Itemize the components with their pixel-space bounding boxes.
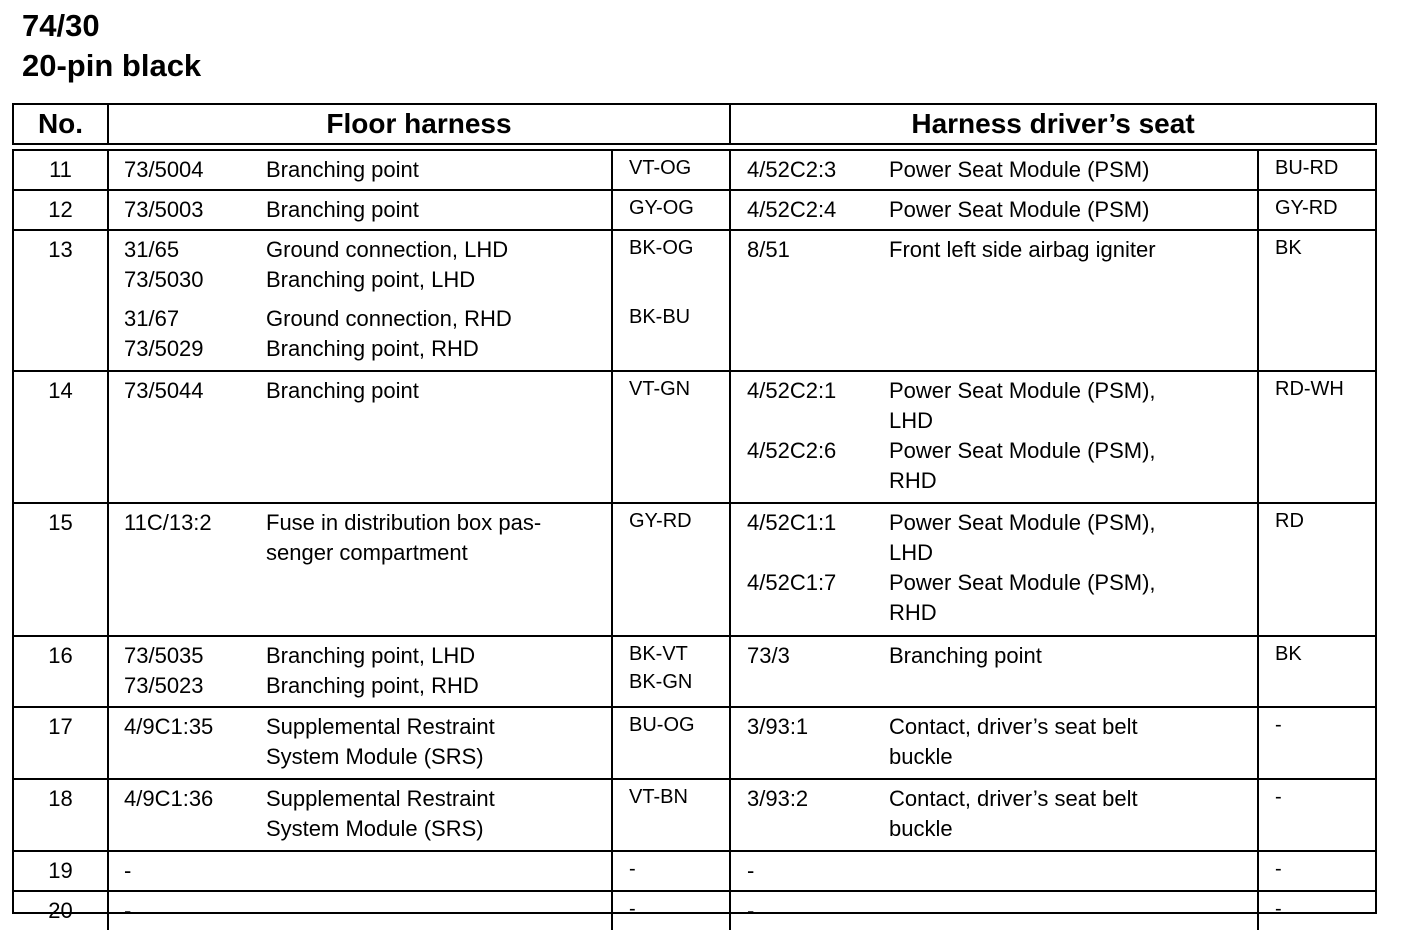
pin-number: 19: [48, 858, 73, 883]
seat-wire-color: [1275, 855, 1282, 883]
column-divider: [107, 151, 109, 189]
column-divider: [1257, 372, 1259, 502]
column-divider: [1257, 151, 1259, 189]
wire-color-code: GY-RD: [629, 510, 692, 532]
wire-color-code: BU-RD: [1275, 157, 1339, 179]
wire-color-code: VT-GN: [629, 378, 691, 400]
floor-component-description: [266, 195, 419, 225]
component-code: 11C/13:2: [124, 510, 212, 535]
header-floor-harness: Floor harness: [326, 108, 512, 139]
code-spacer: [747, 466, 836, 496]
floor-wire-color: [629, 895, 636, 923]
column-divider: [611, 852, 613, 890]
seat-component-code: [747, 784, 808, 844]
seat-component-description: [889, 896, 895, 926]
pin-number: 16: [48, 643, 73, 668]
description-line: System Module (SRS): [266, 816, 484, 841]
floor-wire-color: [629, 711, 695, 739]
connector-type-title: 20-pin black: [22, 48, 202, 83]
floor-component-code: [124, 641, 204, 701]
component-code: 4/52C2:6: [747, 438, 837, 463]
connector-id-title: 74/30: [22, 8, 100, 43]
seat-component-description: [889, 712, 1138, 772]
seat-component-code: [747, 376, 836, 496]
floor-component-description: [266, 508, 541, 568]
table-row: [14, 708, 1375, 780]
seat-wire-color: [1275, 194, 1338, 222]
description-line: Power Seat Module (PSM): [889, 197, 1150, 222]
floor-component-description: [266, 896, 272, 926]
component-code: 73/5030: [124, 267, 204, 292]
header-seat-harness: Harness driver’s seat: [911, 108, 1195, 139]
column-divider: [107, 231, 109, 370]
column-divider: [1257, 231, 1259, 370]
description-line: Branching point: [266, 197, 419, 222]
seat-component-code: [747, 155, 836, 185]
floor-component-description: [266, 155, 419, 185]
wire-color-code: BK: [1275, 237, 1302, 259]
wire-color-code: -: [1275, 786, 1282, 808]
description-line: Front left side airbag igniter: [889, 237, 1156, 262]
description-line: Contact, driver’s seat belt: [889, 786, 1138, 811]
description-line: Branching point, LHD: [266, 643, 476, 668]
seat-component-description: [889, 195, 1149, 225]
table-row: [14, 231, 1375, 372]
component-code: 73/5023: [124, 673, 204, 698]
description-line: [266, 896, 272, 926]
code-spacer: [124, 742, 213, 772]
component-code: 4/9C1:35: [124, 714, 214, 739]
pin-number: 15: [48, 510, 73, 535]
wire-color-code: BK-OG: [629, 237, 694, 259]
column-divider: [729, 780, 731, 850]
column-divider: [107, 708, 109, 778]
description-line: Power Seat Module (PSM),: [889, 570, 1156, 595]
seat-component-code: [747, 508, 836, 628]
component-code: 73/5003: [124, 197, 204, 222]
seat-component-description: [889, 155, 1149, 185]
description-line: buckle: [889, 744, 953, 769]
floor-wire-color: [629, 855, 636, 883]
code-spacer: [124, 538, 212, 568]
component-code: -: [124, 898, 132, 923]
table-row: [14, 892, 1375, 930]
column-divider: [611, 504, 613, 635]
wire-color-code: BU-OG: [629, 714, 695, 736]
seat-wire-color: [1275, 783, 1282, 811]
floor-wire-color: [629, 234, 693, 331]
floor-component-code: [124, 155, 204, 185]
floor-component-description: [266, 235, 512, 364]
component-code: 4/52C2:4: [747, 197, 837, 222]
column-divider: [107, 637, 109, 706]
seat-component-code: [747, 896, 754, 926]
seat-component-description: [889, 235, 1156, 265]
description-line: RHD: [889, 600, 937, 625]
component-code: -: [747, 858, 755, 883]
wire-color-code: VT-BN: [629, 786, 688, 808]
wire-color-code: BK-GN: [629, 671, 693, 693]
component-code: 31/67: [124, 306, 180, 331]
description-line: Supplemental Restraint: [266, 714, 495, 739]
seat-wire-color: [1275, 895, 1282, 923]
code-spacer: [747, 538, 836, 568]
seat-wire-color: [1275, 375, 1344, 403]
code-spacer: [747, 598, 836, 628]
header-no: No.: [37, 108, 84, 139]
description-line: Branching point: [266, 378, 419, 403]
floor-wire-color: [629, 154, 691, 182]
wire-color-code: -: [1275, 858, 1282, 880]
wire-color-code: BK: [1275, 643, 1302, 665]
seat-component-code: [747, 195, 836, 225]
seat-wire-color: [1275, 711, 1282, 739]
column-divider: [729, 852, 731, 890]
floor-wire-color: [629, 640, 692, 696]
column-divider: [107, 191, 109, 229]
description-line: Power Seat Module (PSM): [889, 157, 1150, 182]
column-divider: [1257, 191, 1259, 229]
floor-wire-color: [629, 194, 694, 222]
table-row: [14, 372, 1375, 504]
table-row: [14, 151, 1375, 191]
column-divider: [729, 892, 731, 930]
column-divider: [107, 892, 109, 930]
component-code: -: [124, 858, 132, 883]
wire-color-code: VT-OG: [629, 157, 692, 179]
wire-color-code: GY-RD: [1275, 197, 1338, 219]
column-divider: [729, 504, 731, 635]
floor-component-code: [124, 712, 213, 772]
description-line: Branching point, LHD: [266, 267, 476, 292]
description-line: Branching point: [889, 643, 1042, 668]
table-row: [14, 852, 1375, 892]
column-divider: [1257, 780, 1259, 850]
code-spacer: [747, 742, 808, 772]
seat-component-description: [889, 376, 1156, 496]
code-spacer: [747, 406, 836, 436]
component-code: 73/5029: [124, 336, 204, 361]
description-line: Power Seat Module (PSM),: [889, 438, 1156, 463]
floor-wire-color: [629, 375, 690, 403]
column-divider: [1257, 892, 1259, 930]
description-line: LHD: [889, 540, 934, 565]
description-line: Supplemental Restraint: [266, 786, 495, 811]
floor-wire-color: [629, 783, 688, 811]
description-line: buckle: [889, 816, 953, 841]
floor-component-code: [124, 195, 204, 225]
column-divider: [611, 231, 613, 370]
description-line: [889, 896, 895, 926]
wire-color-code: GY-OG: [629, 197, 694, 219]
description-line: Fuse in distribution box pas-: [266, 510, 542, 535]
floor-wire-color: [629, 507, 692, 535]
wire-color-code: BK-BU: [629, 306, 691, 328]
column-divider: [729, 637, 731, 706]
description-line: RHD: [889, 468, 937, 493]
column-divider: [729, 231, 731, 370]
description-line: Contact, driver’s seat belt: [889, 714, 1138, 739]
description-line: senger compartment: [266, 540, 468, 565]
component-code: 4/52C2:1: [747, 378, 837, 403]
description-line: [889, 856, 895, 886]
component-code: 73/3: [747, 643, 790, 668]
column-divider: [611, 892, 613, 930]
pin-number: 17: [48, 714, 73, 739]
table-row: [14, 637, 1375, 708]
wire-color-code: -: [1275, 898, 1282, 920]
code-spacer: [124, 814, 213, 844]
component-code: 73/5035: [124, 643, 204, 668]
wire-color-code: RD-WH: [1275, 378, 1344, 400]
wire-color-code: -: [1275, 714, 1282, 736]
seat-component-description: [889, 641, 1042, 671]
wire-color-code: -: [629, 898, 636, 920]
floor-component-code: [124, 376, 204, 406]
component-code: 4/52C2:3: [747, 157, 837, 182]
column-divider: [107, 852, 109, 890]
description-line: [266, 856, 272, 886]
column-divider: [1257, 852, 1259, 890]
table-row: [14, 780, 1375, 852]
pin-number: 20: [48, 898, 73, 923]
entry-spacer: [266, 295, 512, 304]
description-line: Ground connection, LHD: [266, 237, 509, 262]
seat-component-code: [747, 641, 790, 671]
seat-component-description: [889, 508, 1156, 628]
floor-component-description: [266, 712, 495, 772]
component-code: 4/52C1:7: [747, 570, 837, 595]
seat-component-code: [747, 712, 808, 772]
floor-component-description: [266, 376, 419, 406]
pin-number: 18: [48, 786, 73, 811]
component-code: -: [747, 898, 755, 923]
wire-spacer: [629, 262, 693, 303]
column-divider: [729, 151, 731, 189]
description-line: LHD: [889, 408, 934, 433]
description-line: System Module (SRS): [266, 744, 484, 769]
column-divider: [1257, 708, 1259, 778]
code-spacer: [747, 814, 808, 844]
wire-color-code: RD: [1275, 510, 1304, 532]
column-divider: [107, 504, 109, 635]
description-line: Branching point, RHD: [266, 336, 479, 361]
table-row: [14, 191, 1375, 231]
pinout-table: [12, 149, 1377, 923]
column-divider: [107, 372, 109, 502]
column-divider: [1257, 637, 1259, 706]
floor-component-description: [266, 856, 272, 886]
floor-component-code: [124, 784, 213, 844]
seat-component-code: [747, 856, 754, 886]
seat-wire-color: [1275, 154, 1338, 182]
pin-number: 12: [48, 197, 73, 222]
floor-component-code: [124, 235, 204, 364]
seat-component-code: [747, 235, 790, 265]
floor-component-code: [124, 856, 131, 886]
table-header: [12, 103, 1377, 145]
component-code: 3/93:2: [747, 786, 809, 811]
floor-component-description: [266, 784, 495, 844]
seat-wire-color: [1275, 507, 1304, 535]
wire-color-code: BK-VT: [629, 643, 688, 665]
column-divider: [729, 191, 731, 229]
column-divider: [611, 191, 613, 229]
description-line: Branching point, RHD: [266, 673, 479, 698]
column-divider: [729, 708, 731, 778]
column-divider: [611, 637, 613, 706]
component-code: 73/5044: [124, 378, 204, 403]
description-line: Power Seat Module (PSM),: [889, 378, 1156, 403]
description-line: Branching point: [266, 157, 419, 182]
description-line: Power Seat Module (PSM),: [889, 510, 1156, 535]
component-code: 31/65: [124, 237, 180, 262]
column-divider: [107, 780, 109, 850]
seat-wire-color: [1275, 234, 1302, 262]
column-divider: [611, 372, 613, 502]
column-divider: [729, 372, 731, 502]
column-divider: [1257, 504, 1259, 635]
table-row: [14, 504, 1375, 637]
pin-number: 14: [48, 378, 73, 403]
column-divider: [611, 708, 613, 778]
component-code: 4/52C1:1: [747, 510, 837, 535]
entry-spacer: [124, 295, 204, 304]
component-code: 73/5004: [124, 157, 204, 182]
wire-color-code: -: [629, 858, 636, 880]
component-code: 4/9C1:36: [124, 786, 214, 811]
description-line: Ground connection, RHD: [266, 306, 512, 331]
component-code: 8/51: [747, 237, 790, 262]
column-divider: [611, 780, 613, 850]
pin-number: 13: [48, 237, 73, 262]
floor-component-description: [266, 641, 479, 701]
floor-component-code: [124, 508, 212, 568]
seat-wire-color: [1275, 640, 1302, 668]
seat-component-description: [889, 784, 1138, 844]
pin-number: 11: [49, 157, 72, 182]
component-code: 3/93:1: [747, 714, 809, 739]
column-divider: [611, 151, 613, 189]
seat-component-description: [889, 856, 895, 886]
floor-component-code: [124, 896, 131, 926]
